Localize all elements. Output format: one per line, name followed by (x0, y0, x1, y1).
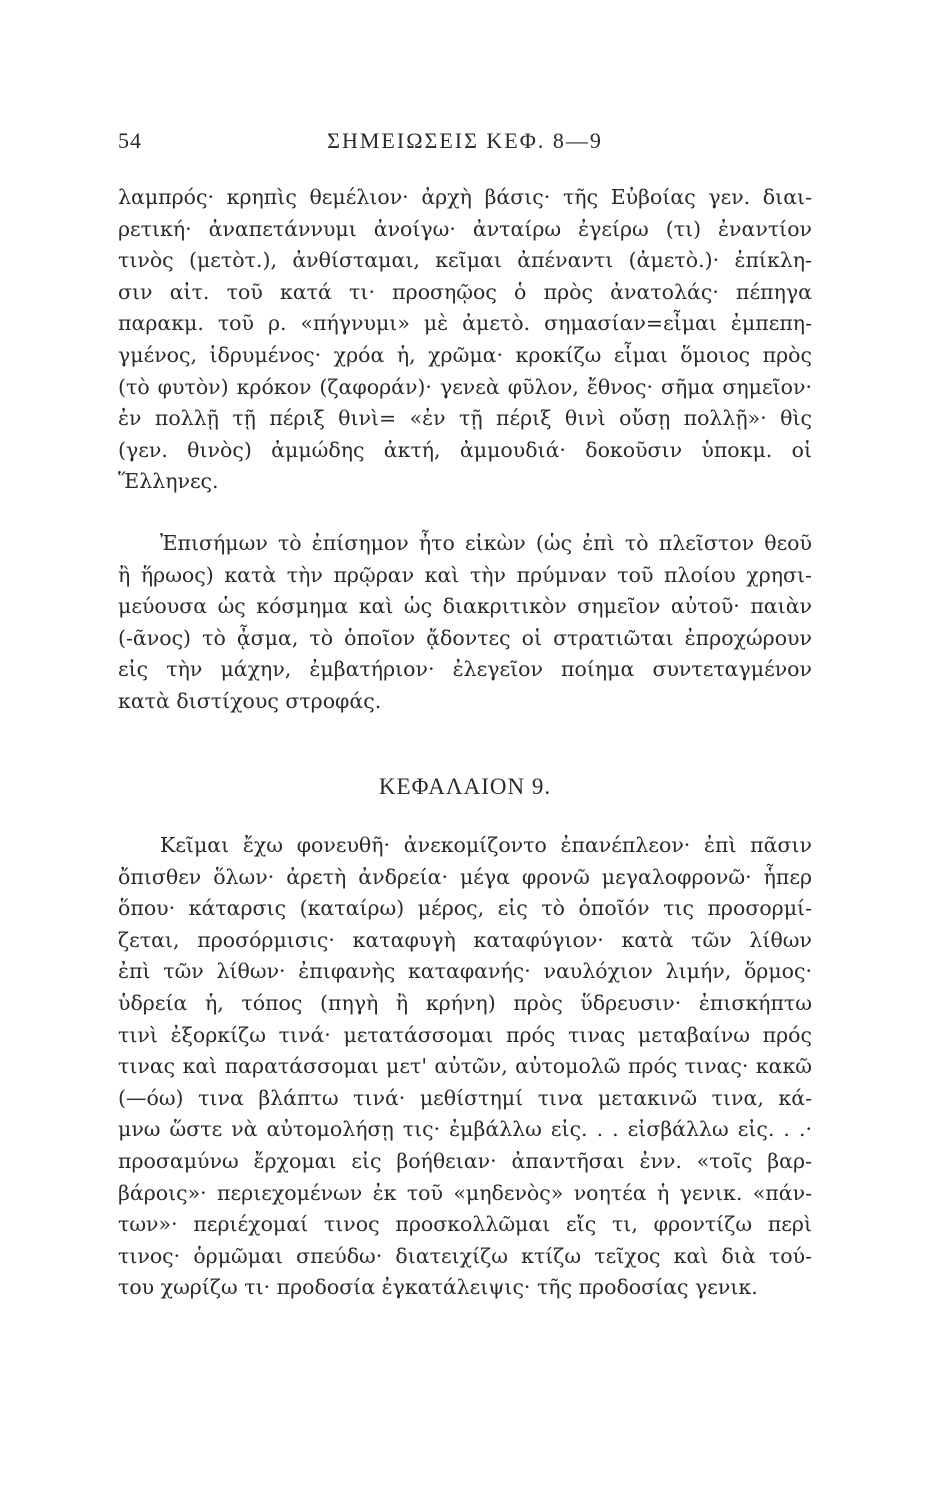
text-line: τινας καὶ παρατάσσομαι μετ' αὐτῶν, αὐτομολῶ πρός τινας· κακῶ (118, 1054, 812, 1079)
text-line: (γεν. θινὸς) ἀμμώδης ἀκτή, ἀμμουδιά· δοκοῦσιν ὑποκμ. οἱ (118, 437, 812, 462)
text-line: μνω ὥστε νὰ αὐτομολήσῃ τις· ἐμβάλλω εἰς. . . εἰσβάλλω εἰς. . .· (118, 1117, 812, 1142)
text-line: Κεῖμαι ἔχω φονευθῆ· ἀνεκομίζοντο ἐπανέπλεον· ἐπὶ πᾶσιν (160, 833, 812, 857)
text-line: βάροις»· περιεχομένων ἐκ τοῦ «μηδενὸς» νοητέα ἡ γενικ. «πάν- (118, 1180, 812, 1205)
chapter-heading: ΚΕΦΑΛΑΙΟΝ 9. (378, 774, 552, 799)
text-line: ἐπὶ τῶν λίθων· ἐπιφανὴς καταφανής· ναυλόχιον λιμήν, ὅρμος· (118, 959, 812, 984)
text-line: παρακμ. τοῦ ρ. «πήγνυμι» μὲ ἀμετὸ. σημασίαν=εἶμαι ἐμπεπη- (118, 311, 812, 336)
text-line: τινος· ὁρμῶμαι σπεύδω· διατειχίζω κτίζω τεῖχος καὶ διὰ τού- (118, 1243, 812, 1268)
text-line: μεύουσα ὡς κόσμημα καὶ ὡς διακριτικὸν σημεῖον αὐτοῦ· παιὰν (118, 594, 812, 619)
notes-chapter-8 (118, 182, 812, 498)
text-line: τινὸς (μετὸτ.), ἀνθίσταμαι, κεῖμαι ἀπέναντι (ἀμετὸ.)· ἐπίκλη- (118, 248, 812, 273)
text-line: Ἐπισήμων τὸ ἐπίσημον ἦτο εἰκὼν (ὡς ἐπὶ τὸ πλεῖστον θεοῦ (160, 531, 812, 555)
text-line: τινὶ ἐξορκίζω τινά· μετατάσσομαι πρός τινας μεταβαίνω πρός (118, 1022, 812, 1047)
text-line: ἐν πολλῇ τῇ πέριξ θινὶ= «ἐν τῇ πέριξ θινὶ οὔσῃ πολλῇ»· θὶς (118, 406, 812, 431)
text-line: γμένος, ἱδρυμένος· χρόα ἡ, χρῶμα· κροκίζω εἶμαι ὅμοιος πρὸς (118, 342, 812, 367)
text-line: του χωρίζω τι· προδοσία ἐγκατάλειψις· τῆς προδοσίας γενικ. (118, 1275, 758, 1300)
text-line: ζεται, προσόρμισις· καταφυγὴ καταφύγιον· κατὰ τῶν λίθων (118, 927, 812, 952)
page-number: 54 (118, 128, 142, 153)
text-line: κατὰ διστίχους στροφάς. (118, 688, 382, 713)
text-line: των»· περιέχομαί τινος προσκολλῶμαι εἴς τι, φροντίζω περὶ (118, 1212, 812, 1237)
text-line: Ἕλληνες. (118, 469, 219, 494)
text-line: εἰς τὴν μάχην, ἐμβατήριον· ἐλεγεῖον ποίημα συντεταγμένον (118, 657, 812, 682)
text-line: ὑδρεία ἡ, τόπος (πηγὴ ἢ κρήνη) πρὸς ὕδρευσιν· ἐπισκήπτω (118, 990, 812, 1015)
text-line: ρετική· ἀναπετάννυμι ἀνοίγω· ἀνταίρω ἐγείρω (τι) ἐναντίον (118, 216, 812, 241)
text-line: λαμπρός· κρηπὶς θεμέλιον· ἀρχὴ βάσις· τῆς Εὐβοίας γεν. διαι- (118, 185, 812, 209)
text-line: σιν αἰτ. τοῦ κατά τι· προσηῷος ὁ πρὸς ἀνατολάς· πέπηγα (118, 279, 812, 304)
running-title: ΣΗΜΕΙΩΣΕΙΣ ΚΕΦ. 8—9 (327, 128, 603, 153)
text-line: προσαμύνω ἔρχομαι εἰς βοήθειαν· ἀπαντῆσαι ἐνν. «τοῖς βαρ- (118, 1148, 812, 1173)
notes-chapter-9 (118, 830, 812, 1304)
text-line: ὄπισθεν ὅλων· ἀρετὴ ἀνδρεία· μέγα φρονῶ μεγαλοφρονῶ· ἧπερ (118, 864, 812, 889)
notes-paragraph-episemon (118, 528, 812, 718)
text-line: ὅπου· κάταρσις (καταίρω) μέρος, εἰς τὸ ὁποῖόν τις προσορμί- (118, 896, 812, 921)
running-header (118, 128, 812, 158)
text-line: ἢ ἥρωος) κατὰ τὴν πρῷραν καὶ τὴν πρύμναν τοῦ πλοίου χρησι- (118, 562, 812, 587)
text-line: (-ᾶνος) τὸ ᾆσμα, τὸ ὁποῖον ᾄδοντες οἱ στρατιῶται ἐπροχώρουν (118, 625, 812, 650)
text-line: (—όω) τινα βλάπτω τινά· μεθίστημί τινα μετακινῶ τινα, κά- (118, 1085, 812, 1110)
text-line: (τὸ φυτὸν) κρόκον (ζαφοράν)· γενεὰ φῦλον, ἔθνος· σῆμα σημεῖον· (118, 374, 812, 399)
